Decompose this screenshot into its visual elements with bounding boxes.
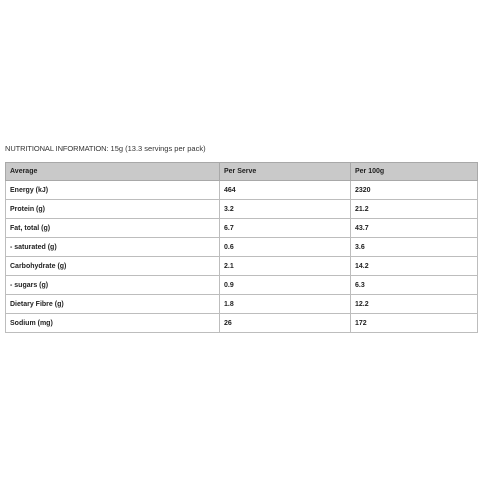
- per-serve-value: 26: [220, 314, 351, 333]
- table-row: [6, 295, 478, 314]
- table-row: [6, 314, 478, 333]
- nutrition-table: [5, 162, 478, 333]
- nutrient-name: - sugars (g): [6, 276, 220, 295]
- per-serve-value: 3.2: [220, 200, 351, 219]
- nutrient-name: Sodium (mg): [6, 314, 220, 333]
- table-body: [6, 181, 478, 333]
- header-row: [6, 163, 478, 181]
- table-header: [6, 163, 478, 181]
- table-row: [6, 257, 478, 276]
- per-serve-value: 1.8: [220, 295, 351, 314]
- heading-label: NUTRITIONAL INFORMATION:: [5, 144, 109, 153]
- per-100g-value: 172: [351, 314, 478, 333]
- table-row: [6, 276, 478, 295]
- header-per-100g: Per 100g: [351, 163, 478, 181]
- per-serve-value: 464: [220, 181, 351, 200]
- per-serve-value: 2.1: [220, 257, 351, 276]
- per-100g-value: 12.2: [351, 295, 478, 314]
- nutrient-name: Energy (kJ): [6, 181, 220, 200]
- nutrient-name: Dietary Fibre (g): [6, 295, 220, 314]
- serving-size-detail: 15g (13.3 servings per pack): [108, 144, 206, 153]
- per-100g-value: 14.2: [351, 257, 478, 276]
- per-serve-value: 0.6: [220, 238, 351, 257]
- table-row: [6, 200, 478, 219]
- nutrition-heading: [5, 144, 206, 154]
- table-row: [6, 181, 478, 200]
- nutrient-name: - saturated (g): [6, 238, 220, 257]
- per-serve-value: 6.7: [220, 219, 351, 238]
- per-100g-value: 2320: [351, 181, 478, 200]
- nutrient-name: Fat, total (g): [6, 219, 220, 238]
- header-per-serve: Per Serve: [220, 163, 351, 181]
- header-average: Average: [6, 163, 220, 181]
- nutrient-name: Carbohydrate (g): [6, 257, 220, 276]
- per-100g-value: 3.6: [351, 238, 478, 257]
- table-row: [6, 219, 478, 238]
- per-serve-value: 0.9: [220, 276, 351, 295]
- nutrient-name: Protein (g): [6, 200, 220, 219]
- per-100g-value: 6.3: [351, 276, 478, 295]
- per-100g-value: 43.7: [351, 219, 478, 238]
- per-100g-value: 21.2: [351, 200, 478, 219]
- table-row: [6, 238, 478, 257]
